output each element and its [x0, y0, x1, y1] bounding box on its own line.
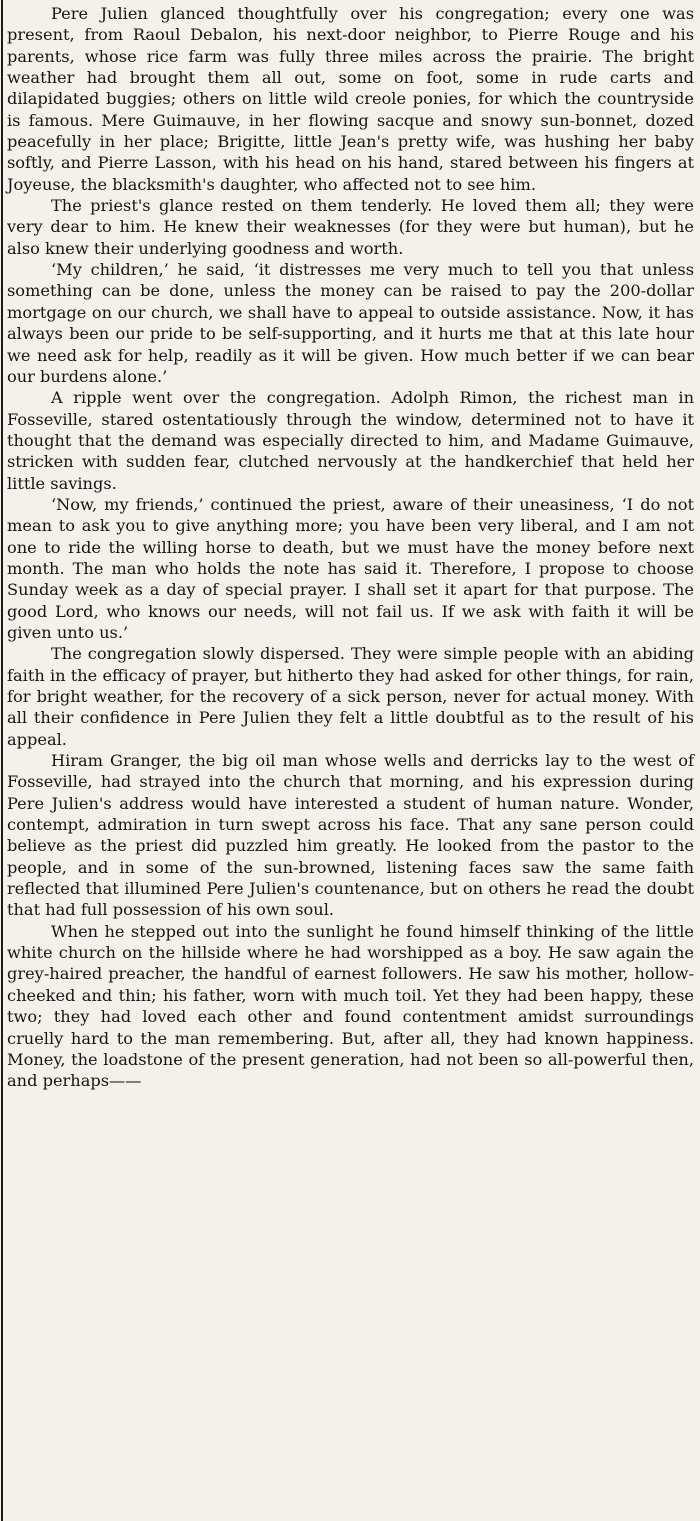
paragraph-7: Hiram Granger, the big oil man whose wells and derricks lay to the west of Fosseville, had strayed into the church that morning, and his expression during Pere Julien's address would have interested a student of human nature. Wonder, contempt, admiration in turn swept across his face. That any sane person could believe as the priest did puzzled him greatly. He looked from the pastor to the people, and in some of the sun-browned, listening faces saw the same faith reflected that illumined Pere Julien's countenance, but on others he read the doubt that had full possession of his own soul.: [7, 751, 694, 920]
paragraph-3: ‘My children,’ he said, ‘it distresses me very much to tell you that unless something can be done, unless the money can be raised to pay the 200-dollar mortgage on our church, we shall have to appeal to outside assistance. Now, it has always been our pride to be self-supporting, and it hurts me that at this late hour we need ask for help, readily as it will be given. How much better if we can bear our burdens alone.’: [7, 260, 694, 386]
paragraph-1: Pere Julien glanced thoughtfully over his congregation; every one was present, from Raoul Debalon, his next-door neighbor, to Pierre Rouge and his parents, whose rice farm was fully three miles across the prairie. The bright weather had brought them all out, some on foot, some in rude carts and dilapidated buggies; others on little wild creole ponies, for which the countryside is famous. Mere Guimauve, in her flowing sacque and snowy sun-bonnet, dozed peacefully in her place; Brigitte, little Jean's pretty wife, was hushing her baby softly, and Pierre Lasson, with his head on his hand, stared between his fingers at Joyeuse, the blacksmith's daughter, who affected not to see him.: [7, 4, 694, 194]
article-text: [7, 3, 694, 1092]
paragraph-5: ‘Now, my friends,’ continued the priest, aware of their uneasiness, ‘I do not mean to ask you to give anything more; you have been very liberal, and I am not one to ride the willing horse to death, but we must have the money before next month. The man who holds the note has said it. Therefore, I propose to choose Sunday week as a day of special prayer. I shall set it apart for that purpose. The good Lord, who knows our needs, will not fail us. If we ask with faith it will be given unto us.’: [7, 494, 694, 642]
paragraph-4: A ripple went over the congregation. Adolph Rimon, the richest man in Fosseville, stared ostentatiously through the window, determined not to have it thought that the demand was especially directed to him, and Madame Guimauve, stricken with sudden fear, clutched nervously at the handkerchief that held her little savings.: [7, 388, 694, 493]
column-rule-left: [1, 0, 3, 1521]
paragraph-6: The congregation slowly dispersed. They were simple people with an abiding faith in the efficacy of prayer, but hitherto they had asked for other things, for rain, for bright weather, for the recovery of a sick person, never for actual money. With all their confidence in Pere Julien they felt a little doubtful as to the result of his appeal.: [7, 644, 694, 749]
paragraph-2: The priest's glance rested on them tenderly. He loved them all; they were very dear to him. He knew their weaknesses (for they were but human), but he also knew their underlying goodness and worth.: [7, 196, 694, 258]
paragraph-8: When he stepped out into the sunlight he found himself thinking of the little white church on the hillside where he had worshipped as a boy. He saw again the grey-haired preacher, the handful of earnest followers. He saw his mother, hollow-cheeked and thin; his father, worn with much toil. Yet they had been happy, these two; they had loved each other and found contentment amidst surroundings cruelly hard to the man remembering. But, after all, they had known happiness. Money, the loadstone of the present generation, had not been so all-powerful then, and perhaps——: [7, 921, 694, 1091]
